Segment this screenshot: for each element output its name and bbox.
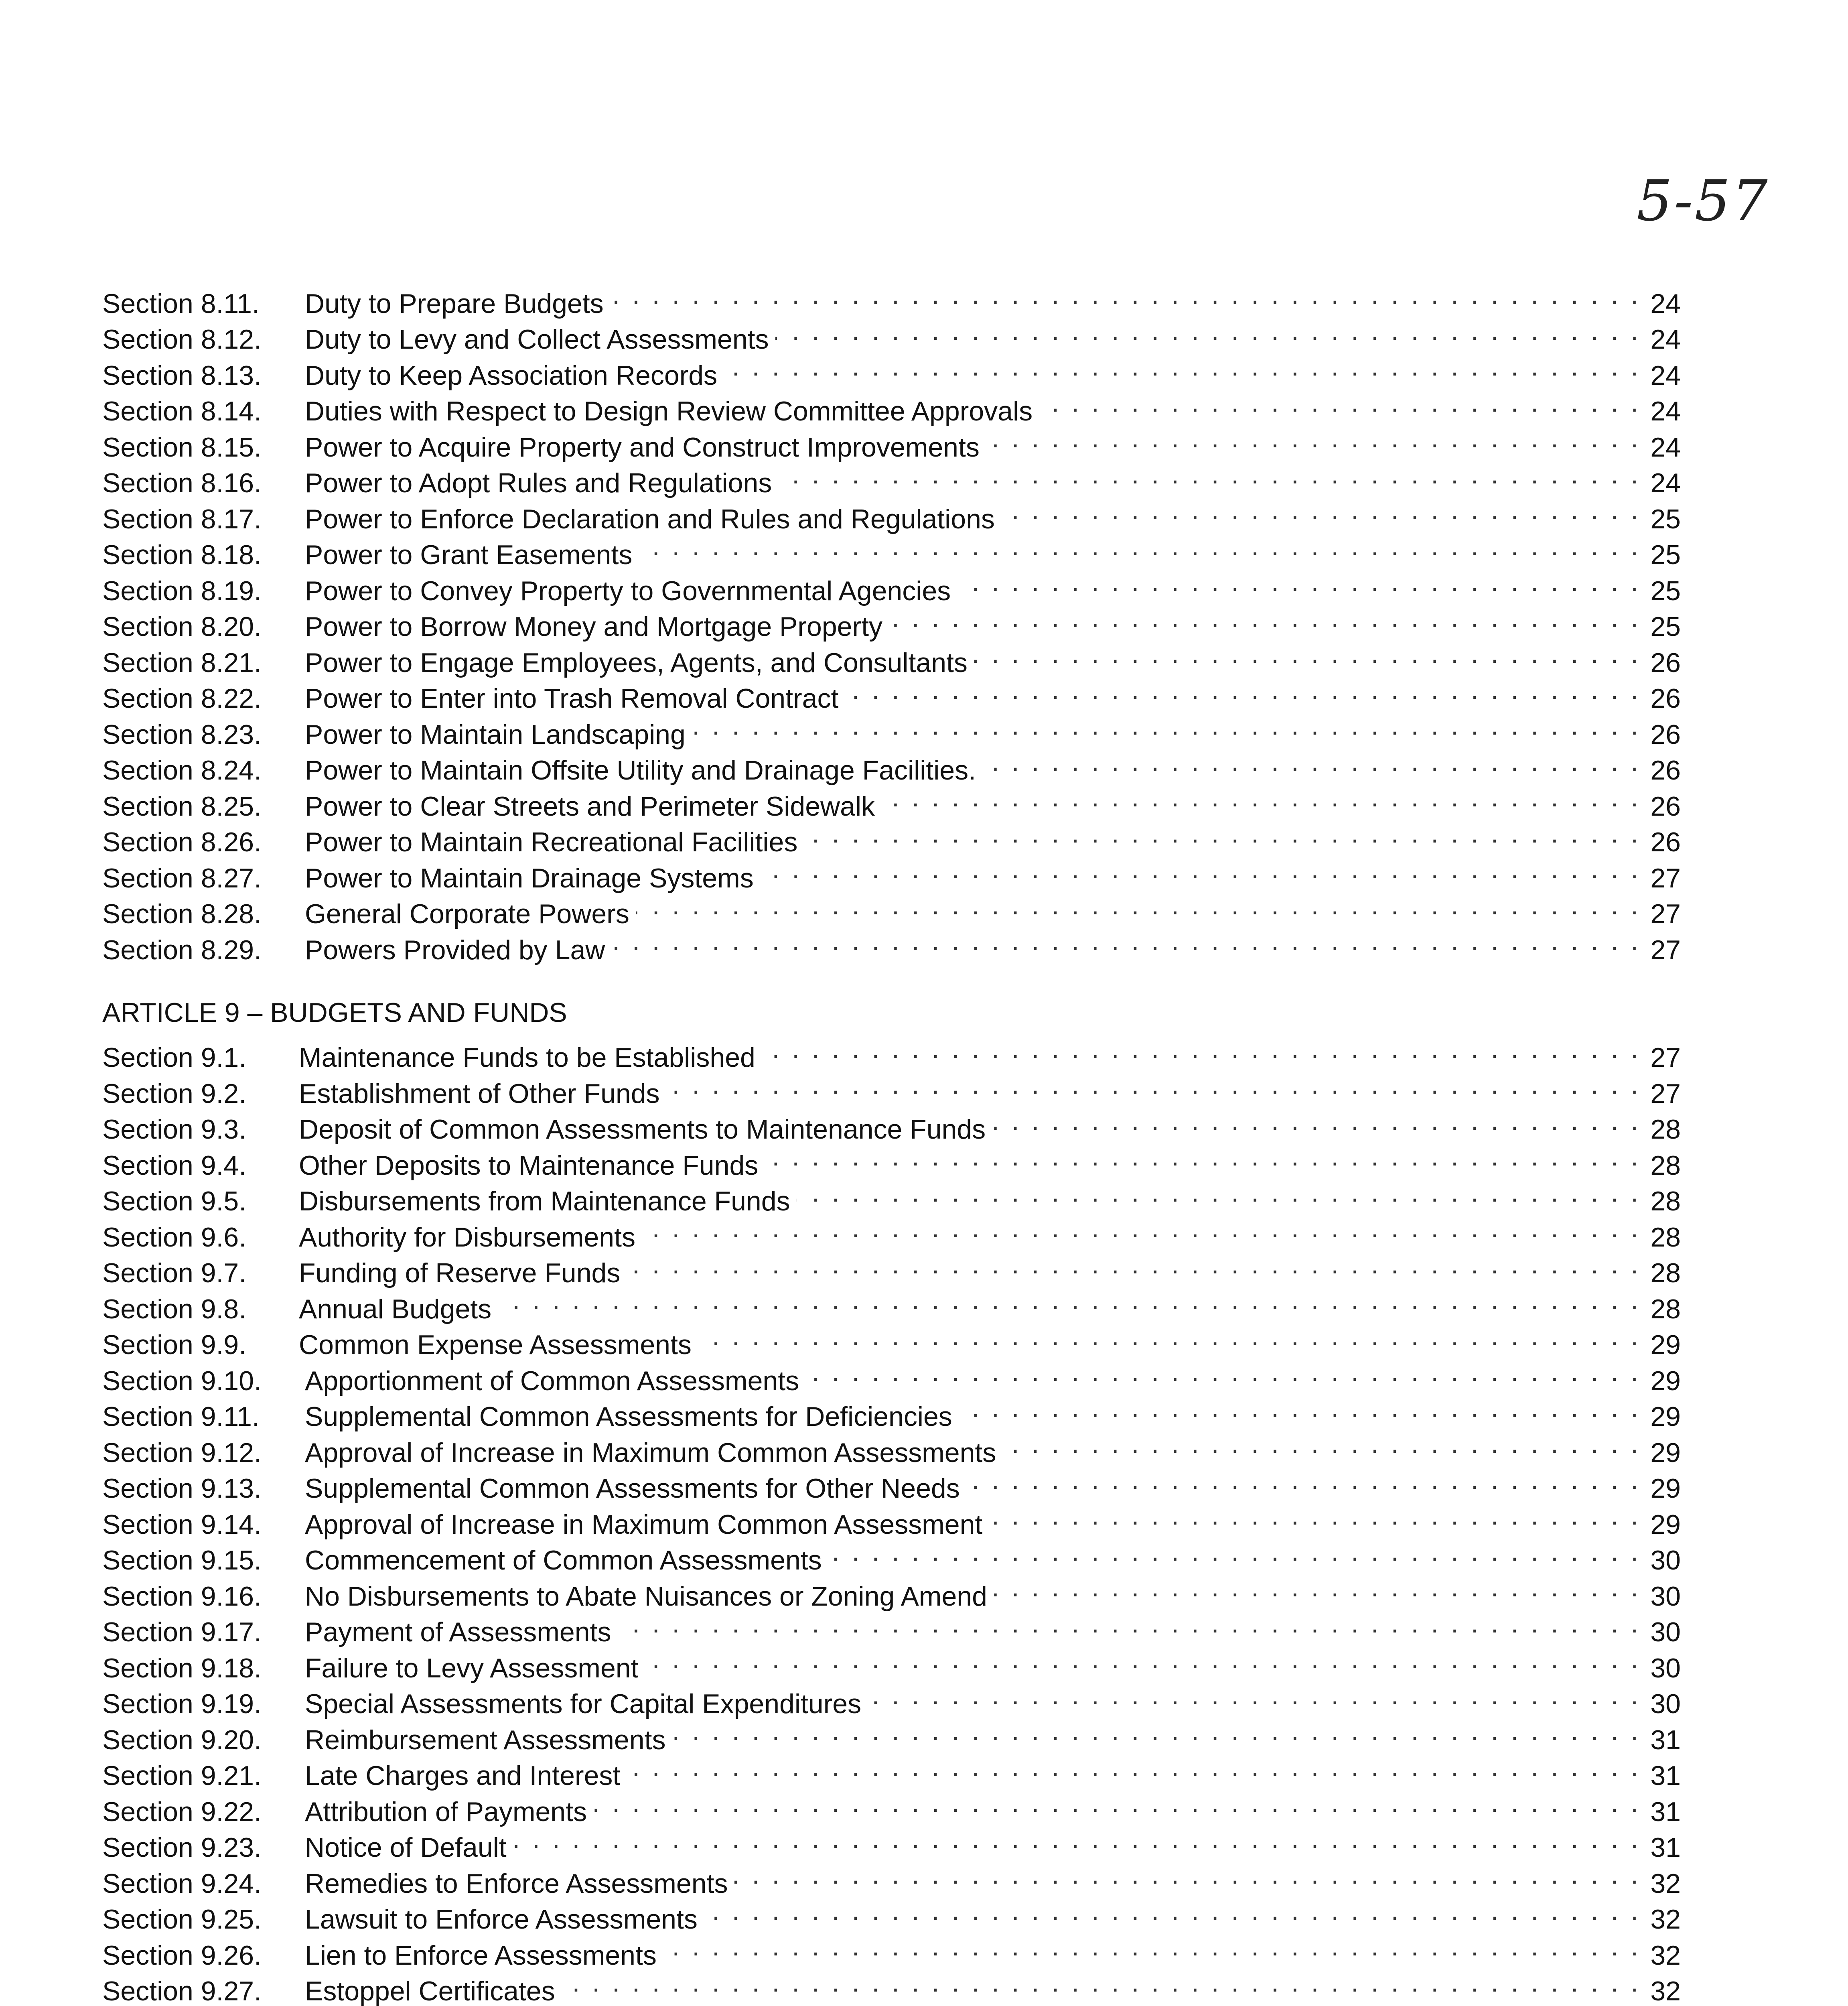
toc-dot-leader	[666, 1067, 1641, 1103]
toc-dot-leader	[734, 1857, 1641, 1893]
toc-page-number: 32	[1650, 1976, 1681, 2006]
toc-dot-leader	[992, 1103, 1641, 1139]
toc-section-number: Section 9.15.	[102, 1545, 262, 1576]
toc-dot-leader	[627, 1247, 1641, 1283]
toc-page-number: 30	[1650, 1689, 1681, 1719]
toc-dot-leader	[692, 708, 1641, 744]
toc-dot-leader	[994, 1569, 1641, 1606]
toc-dot-leader	[639, 528, 1641, 564]
toc-dot-leader	[611, 923, 1641, 959]
toc-dot-leader	[805, 1354, 1641, 1390]
toc-page-number: 26	[1650, 791, 1681, 822]
toc-section-title: Supplemental Common Assessments for Deficiencies	[305, 1401, 952, 1432]
toc-page-number: 27	[1650, 934, 1681, 965]
toc-section-title: Power to Convey Property to Governmental Agencies	[305, 575, 951, 606]
toc-page-number: 27	[1650, 899, 1681, 929]
toc-section-title: Common Expense Assessments	[299, 1330, 692, 1360]
toc-page-number: 28	[1650, 1258, 1681, 1288]
article-9-section-list	[102, 1031, 1681, 2006]
toc-page-number: 27	[1650, 863, 1681, 893]
toc-page-number: 31	[1650, 1724, 1681, 1755]
toc-page-number: 27	[1650, 1078, 1681, 1109]
toc-section-number: Section 9.10.	[102, 1365, 262, 1396]
toc-section-title: Commencement of Common Assessments	[305, 1545, 822, 1576]
toc-section-number: Section 8.25.	[102, 791, 262, 822]
toc-section-title: No Disbursements to Abate Nuisances or Zoning Amend	[305, 1581, 987, 1612]
toc-page-number: 28	[1650, 1150, 1681, 1181]
toc-page-number: 32	[1650, 1904, 1681, 1935]
toc-page-number: 24	[1650, 432, 1681, 463]
toc-section-title: Power to Engage Employees, Agents, and Consultants	[305, 647, 968, 678]
toc-page-number: 24	[1650, 396, 1681, 426]
toc-dot-leader	[617, 1606, 1641, 1642]
toc-section-title: Power to Maintain Recreational Facilities	[305, 827, 798, 857]
toc-section-number: Section 8.20.	[102, 611, 262, 642]
article-8-section-list	[102, 277, 1681, 965]
toc-section-number: Section 9.17.	[102, 1617, 262, 1647]
toc-dot-leader	[881, 780, 1641, 816]
toc-section-number: Section 9.27.	[102, 1976, 262, 2006]
toc-page-number: 24	[1650, 288, 1681, 319]
toc-page-number: 28	[1650, 1114, 1681, 1145]
toc-section-title: Power to Acquire Property and Construct Improvements	[305, 432, 980, 463]
toc-dot-leader	[704, 1893, 1641, 1929]
article-9-heading: ARTICLE 9 – BUDGETS AND FUNDS	[102, 997, 567, 1028]
toc-dot-leader	[889, 600, 1641, 636]
toc-dot-leader	[627, 1749, 1641, 1785]
toc-section-number: Section 8.12.	[102, 324, 262, 355]
toc-section-number: Section 8.13.	[102, 360, 262, 391]
toc-page-number: 31	[1650, 1760, 1681, 1791]
toc-section-title: Power to Clear Streets and Perimeter Sidewalk	[305, 791, 875, 822]
toc-dot-leader	[513, 1821, 1641, 1857]
toc-section-title: Power to Maintain Offsite Utility and Drainage Facilities.	[305, 755, 976, 786]
toc-page-number: 26	[1650, 647, 1681, 678]
toc-dot-leader	[974, 636, 1641, 672]
toc-dot-leader	[1001, 492, 1641, 528]
toc-dot-leader	[804, 816, 1641, 852]
toc-dot-leader	[986, 420, 1641, 457]
toc-page-number: 29	[1650, 1365, 1681, 1396]
toc-dot-leader	[724, 349, 1641, 385]
toc-page-number: 32	[1650, 1868, 1681, 1899]
toc-section-number: Section 9.8.	[102, 1293, 247, 1324]
toc-dot-leader	[642, 1210, 1641, 1247]
toc-section-title: Lien to Enforce Assessments	[305, 1940, 657, 1971]
toc-section-number: Section 9.23.	[102, 1832, 262, 1863]
toc-section-number: Section 8.17.	[102, 504, 262, 534]
toc-page-number: 31	[1650, 1796, 1681, 1827]
toc-section-number: Section 9.9.	[102, 1330, 247, 1360]
toc-section-number: Section 8.19.	[102, 575, 262, 606]
toc-section-title: Payment of Assessments	[305, 1617, 611, 1647]
toc-section-number: Section 9.11.	[102, 1401, 260, 1432]
toc-section-title: Deposit of Common Assessments to Maintenance Funds	[299, 1114, 986, 1145]
toc-page-number: 24	[1650, 468, 1681, 498]
toc-section-title: General Corporate Powers	[305, 899, 629, 929]
toc-dot-leader	[828, 1534, 1641, 1570]
toc-section-title: Reimbursement Assessments	[305, 1724, 666, 1755]
toc-section-number: Section 9.5.	[102, 1186, 247, 1216]
toc-section-number: Section 9.20.	[102, 1724, 262, 1755]
toc-page-number: 31	[1650, 1832, 1681, 1863]
toc-section-title: Failure to Levy Assessment	[305, 1653, 639, 1683]
toc-section-title: Approval of Increase in Maximum Common Assessments	[305, 1437, 996, 1468]
toc-page-number: 29	[1650, 1330, 1681, 1360]
toc-dot-leader	[698, 1318, 1641, 1354]
toc-dot-leader	[762, 1031, 1641, 1067]
toc-section-title: Approval of Increase in Maximum Common Assessment	[305, 1509, 983, 1540]
toc-page-number: 26	[1650, 755, 1681, 786]
toc-section-title: Powers Provided by Law	[305, 934, 605, 965]
toc-section-number: Section 8.21.	[102, 647, 262, 678]
toc-section-title: Power to Maintain Drainage Systems	[305, 863, 754, 893]
toc-dot-leader	[765, 1139, 1641, 1175]
table-of-contents	[102, 277, 1681, 2006]
toc-section-title: Maintenance Funds to be Established	[299, 1042, 755, 1073]
toc-dot-leader	[636, 887, 1641, 924]
toc-page-number: 30	[1650, 1581, 1681, 1612]
toc-entry	[102, 1031, 1681, 1073]
toc-section-title: Power to Enforce Declaration and Rules and Regulations	[305, 504, 995, 534]
toc-dot-leader	[845, 672, 1641, 708]
toc-section-title: Establishment of Other Funds	[299, 1078, 660, 1109]
toc-section-number: Section 8.26.	[102, 827, 262, 857]
toc-dot-leader	[645, 1641, 1641, 1677]
toc-section-title: Power to Borrow Money and Mortgage Property	[305, 611, 883, 642]
toc-section-title: Lawsuit to Enforce Assessments	[305, 1904, 698, 1935]
toc-section-number: Section 9.19.	[102, 1689, 262, 1719]
toc-dot-leader	[982, 744, 1641, 780]
toc-section-number: Section 8.24.	[102, 755, 262, 786]
toc-page-number: 28	[1650, 1293, 1681, 1324]
toc-section-number: Section 9.16.	[102, 1581, 262, 1612]
toc-section-number: Section 8.29.	[102, 934, 262, 965]
toc-section-number: Section 9.3.	[102, 1114, 247, 1145]
toc-dot-leader	[868, 1677, 1641, 1714]
toc-dot-leader	[760, 851, 1641, 887]
toc-page-number: 24	[1650, 360, 1681, 391]
toc-page-number: 25	[1650, 504, 1681, 534]
toc-section-number: Section 9.25.	[102, 1904, 262, 1935]
toc-dot-leader	[778, 457, 1641, 493]
toc-section-number: Section 9.26.	[102, 1940, 262, 1971]
toc-section-title: Apportionment of Common Assessments	[305, 1365, 799, 1396]
toc-section-number: Section 9.22.	[102, 1796, 262, 1827]
toc-section-number: Section 9.12.	[102, 1437, 262, 1468]
toc-page-number: 29	[1650, 1509, 1681, 1540]
toc-dot-leader	[440, 2000, 1641, 2006]
toc-section-title: Supplemental Common Assessments for Other Needs	[305, 1473, 960, 1504]
toc-section-title: Duties with Respect to Design Review Committee Approvals	[305, 396, 1033, 426]
toc-section-number: Section 8.18.	[102, 540, 262, 570]
toc-section-number: Section 9.4.	[102, 1150, 247, 1181]
toc-section-title: Power to Maintain Landscaping	[305, 719, 686, 750]
toc-section-number: Section 9.14.	[102, 1509, 262, 1540]
toc-dot-leader	[959, 1390, 1641, 1426]
toc-page-number: 26	[1650, 719, 1681, 750]
toc-section-number: Section 8.28.	[102, 899, 262, 929]
toc-section-number: Section 9.21.	[102, 1760, 262, 1791]
toc-section-title: Notice of Default	[305, 1832, 507, 1863]
toc-page-number: 29	[1650, 1437, 1681, 1468]
toc-section-title: Remedies to Enforce Assessments	[305, 1868, 728, 1899]
toc-page-number: 26	[1650, 827, 1681, 857]
toc-dot-leader	[498, 1282, 1641, 1318]
toc-section-number: Section 9.2.	[102, 1078, 247, 1109]
toc-dot-leader	[966, 1462, 1641, 1498]
toc-section-number: Section 8.23.	[102, 719, 262, 750]
toc-page-number: 25	[1650, 540, 1681, 570]
toc-page-number: 26	[1650, 683, 1681, 714]
toc-dot-leader	[1039, 385, 1641, 421]
toc-section-number: Section 8.14.	[102, 396, 262, 426]
toc-dot-leader	[672, 1713, 1641, 1749]
toc-page-number: 28	[1650, 1222, 1681, 1253]
toc-dot-leader	[775, 313, 1641, 349]
toc-dot-leader	[989, 1498, 1641, 1534]
toc-section-title: Other Deposits to Maintenance Funds	[299, 1150, 759, 1181]
toc-page-number: 30	[1650, 1545, 1681, 1576]
toc-section-number: Section 8.15.	[102, 432, 262, 463]
toc-section-number: Section 9.18.	[102, 1653, 262, 1683]
toc-page-number: 30	[1650, 1653, 1681, 1683]
toc-section-number: Section 8.11.	[102, 288, 260, 319]
toc-page-number: 29	[1650, 1401, 1681, 1432]
toc-section-number: Section 9.6.	[102, 1222, 247, 1253]
toc-section-title: Duty to Prepare Budgets	[305, 288, 604, 319]
toc-section-title: Authority for Disbursements	[299, 1222, 635, 1253]
toc-section-title: Attribution of Payments	[305, 1796, 587, 1827]
toc-section-number: Section 8.16.	[102, 468, 262, 498]
toc-dot-leader	[663, 1929, 1641, 1965]
toc-page-number: 30	[1650, 1617, 1681, 1647]
toc-entry	[102, 277, 1681, 319]
toc-page-number: 28	[1650, 1186, 1681, 1216]
toc-dot-leader	[1002, 1426, 1641, 1462]
toc-section-number: Section 9.1.	[102, 1042, 247, 1073]
toc-dot-leader	[957, 564, 1641, 600]
toc-page-number: 25	[1650, 611, 1681, 642]
toc-section-title: Estoppel Certificates	[305, 1976, 555, 2006]
toc-page-number: 32	[1650, 1940, 1681, 1971]
toc-section-title: Disbursements from Maintenance Funds	[299, 1186, 790, 1216]
toc-page-number: 27	[1650, 1042, 1681, 1073]
toc-page-number: 25	[1650, 575, 1681, 606]
toc-section-title: Late Charges and Interest	[305, 1760, 621, 1791]
toc-section-number: Section 9.13.	[102, 1473, 262, 1504]
toc-dot-leader	[593, 1785, 1641, 1821]
toc-section-title: Funding of Reserve Funds	[299, 1258, 621, 1288]
toc-section-number: Section 8.22.	[102, 683, 262, 714]
handwritten-page-annotation: 5-57	[1637, 169, 1769, 234]
toc-dot-leader	[797, 1175, 1641, 1211]
toc-section-number: Section 8.27.	[102, 863, 262, 893]
toc-section-title: Power to Enter into Trash Removal Contract	[305, 683, 839, 714]
toc-dot-leader	[562, 1965, 1641, 2001]
toc-dot-leader	[610, 277, 1641, 313]
toc-section-title: Power to Grant Easements	[305, 540, 633, 570]
toc-section-title: Special Assessments for Capital Expenditures	[305, 1689, 862, 1719]
toc-section-title: Annual Budgets	[299, 1293, 492, 1324]
toc-page-number: 29	[1650, 1473, 1681, 1504]
toc-section-number: Section 9.7.	[102, 1258, 247, 1288]
toc-section-number: Section 9.24.	[102, 1868, 262, 1899]
toc-section-title: Power to Adopt Rules and Regulations	[305, 468, 772, 498]
toc-page-number: 24	[1650, 324, 1681, 355]
toc-section-title: Duty to Levy and Collect Assessments	[305, 324, 769, 355]
toc-section-title: Duty to Keep Association Records	[305, 360, 718, 391]
